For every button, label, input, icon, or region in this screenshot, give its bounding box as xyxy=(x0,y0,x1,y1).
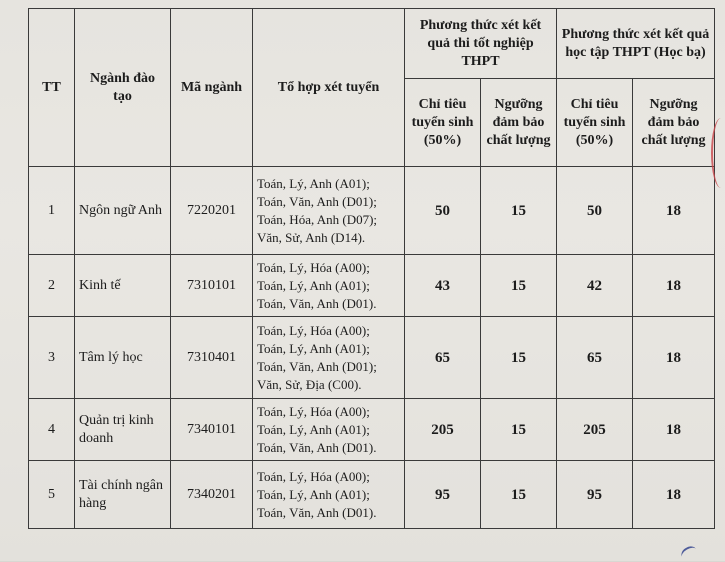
row-hocba-nguong: 18 xyxy=(633,167,715,255)
to-hop-line: Toán, Lý, Anh (A01); xyxy=(257,277,370,293)
row-thpt-chitieu: 205 xyxy=(405,399,481,461)
admission-table xyxy=(28,8,715,529)
row-to-hop xyxy=(253,461,405,529)
to-hop-line: Toán, Lý, Hóa (A00); xyxy=(257,468,370,484)
row-nganh: Ngôn ngữ Anh xyxy=(75,167,171,255)
to-hop-line: Toán, Lý, Anh (A01); xyxy=(257,486,370,502)
row-hocba-nguong: 18 xyxy=(633,317,715,399)
row-hocba-nguong: 18 xyxy=(633,255,715,317)
table-body xyxy=(29,167,715,529)
header-nganh: Ngành đào tạo xyxy=(75,9,171,167)
row-ma-nganh: 7310101 xyxy=(171,255,253,317)
to-hop-line: Toán, Lý, Hóa (A00); xyxy=(257,322,370,338)
row-nganh: Kinh tế xyxy=(75,255,171,317)
header-hocba-nguong: Ngưỡng đảm bảo chất lượng xyxy=(633,79,715,167)
row-tt: 3 xyxy=(29,317,75,399)
to-hop-line: Toán, Lý, Hóa (A00); xyxy=(257,259,370,275)
row-nganh: Tài chính ngân hàng xyxy=(75,461,171,529)
header-ma-nganh: Mã ngành xyxy=(171,9,253,167)
to-hop-line: Văn, Sử, Anh (D14). xyxy=(257,229,366,245)
to-hop-line: Toán, Lý, Hóa (A00); xyxy=(257,403,370,419)
row-hocba-chitieu: 65 xyxy=(557,317,633,399)
row-thpt-chitieu: 65 xyxy=(405,317,481,399)
pen-mark xyxy=(679,544,699,562)
row-thpt-chitieu: 43 xyxy=(405,255,481,317)
row-ma-nganh: 7220201 xyxy=(171,167,253,255)
row-hocba-chitieu: 50 xyxy=(557,167,633,255)
to-hop-line: Toán, Văn, Anh (D01); xyxy=(257,358,377,374)
to-hop-line: Toán, Văn, Anh (D01). xyxy=(257,295,377,311)
table-row xyxy=(29,461,715,529)
to-hop-line: Toán, Lý, Anh (A01); xyxy=(257,340,370,356)
to-hop-line: Toán, Văn, Anh (D01); xyxy=(257,193,377,209)
row-hocba-nguong: 18 xyxy=(633,461,715,529)
header-thpt-chitieu: Chỉ tiêu tuyển sinh (50%) xyxy=(405,79,481,167)
row-thpt-nguong: 15 xyxy=(481,317,557,399)
row-hocba-chitieu: 95 xyxy=(557,461,633,529)
to-hop-line: Toán, Hóa, Anh (D07); xyxy=(257,211,378,227)
row-thpt-nguong: 15 xyxy=(481,167,557,255)
header-thpt-nguong: Ngưỡng đảm bảo chất lượng xyxy=(481,79,557,167)
row-ma-nganh: 7310401 xyxy=(171,317,253,399)
row-thpt-chitieu: 50 xyxy=(405,167,481,255)
header-group-thpt: Phương thức xét kết quả thi tốt nghiệp THPT xyxy=(405,9,557,79)
header-tt: TT xyxy=(29,9,75,167)
row-to-hop xyxy=(253,255,405,317)
table-row xyxy=(29,255,715,317)
to-hop-line: Toán, Văn, Anh (D01). xyxy=(257,439,377,455)
to-hop-line: Toán, Lý, Anh (A01); xyxy=(257,175,370,191)
row-tt: 2 xyxy=(29,255,75,317)
red-stamp-edge xyxy=(711,118,725,188)
header-hocba-chitieu: Chỉ tiêu tuyển sinh (50%) xyxy=(557,79,633,167)
row-to-hop xyxy=(253,317,405,399)
table-row xyxy=(29,317,715,399)
row-ma-nganh: 7340201 xyxy=(171,461,253,529)
table-header xyxy=(29,9,715,167)
row-tt: 5 xyxy=(29,461,75,529)
row-ma-nganh: 7340101 xyxy=(171,399,253,461)
to-hop-line: Toán, Văn, Anh (D01). xyxy=(257,504,377,520)
row-nganh: Tâm lý học xyxy=(75,317,171,399)
row-tt: 4 xyxy=(29,399,75,461)
row-thpt-chitieu: 95 xyxy=(405,461,481,529)
row-hocba-chitieu: 205 xyxy=(557,399,633,461)
row-thpt-nguong: 15 xyxy=(481,399,557,461)
row-tt: 1 xyxy=(29,167,75,255)
row-to-hop xyxy=(253,167,405,255)
row-hocba-nguong: 18 xyxy=(633,399,715,461)
row-to-hop xyxy=(253,399,405,461)
table-row xyxy=(29,167,715,255)
table-row xyxy=(29,399,715,461)
to-hop-line: Văn, Sử, Địa (C00). xyxy=(257,376,362,392)
row-hocba-chitieu: 42 xyxy=(557,255,633,317)
header-to-hop: Tổ hợp xét tuyển xyxy=(253,9,405,167)
row-thpt-nguong: 15 xyxy=(481,255,557,317)
row-thpt-nguong: 15 xyxy=(481,461,557,529)
header-group-hocba: Phương thức xét kết quả học tập THPT (Học bạ) xyxy=(557,9,715,79)
row-nganh: Quản trị kinh doanh xyxy=(75,399,171,461)
to-hop-line: Toán, Lý, Anh (A01); xyxy=(257,421,370,437)
